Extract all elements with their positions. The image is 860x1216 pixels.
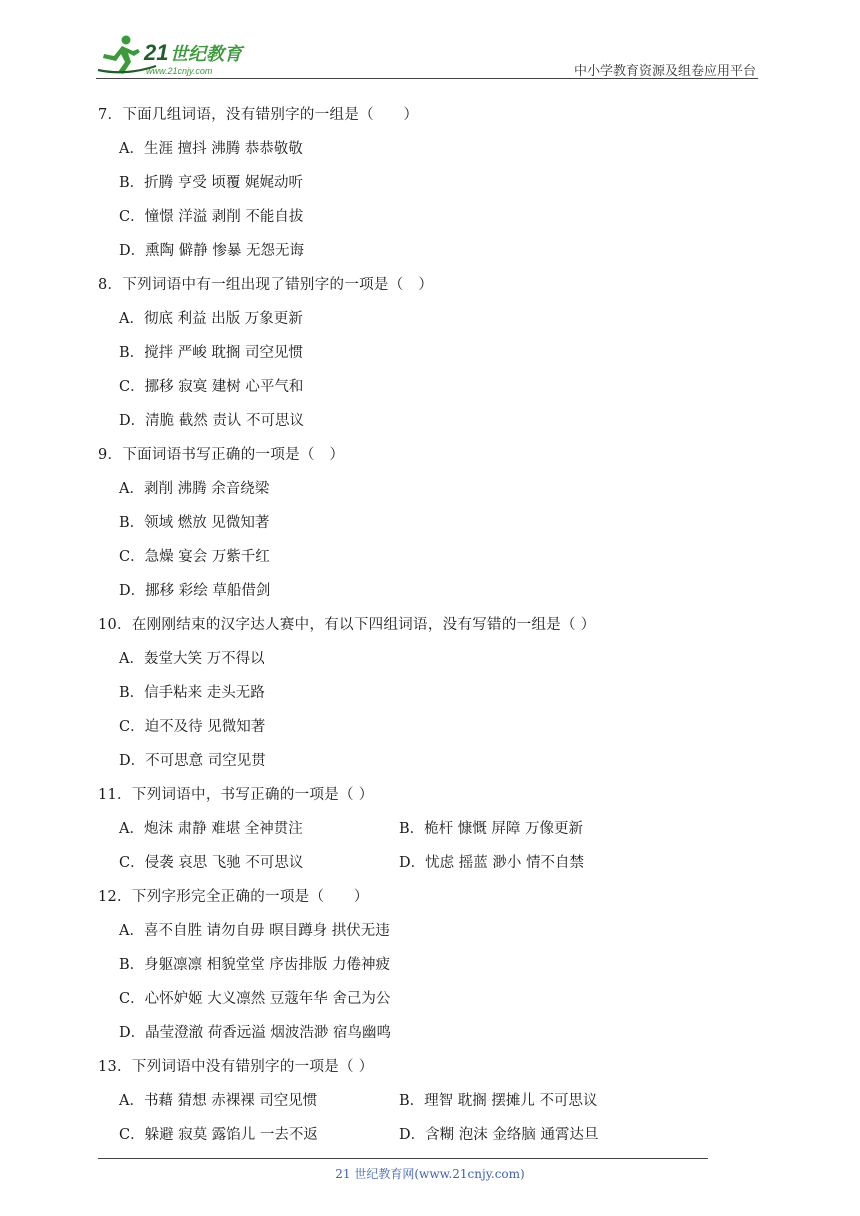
question-stem: 12．下列字形完全正确的一项是（ ） [98,889,369,905]
answer-option: A．书藉 猜想 赤裸裸 司空见惯 [119,1093,318,1109]
answer-option: A．轰堂大笑 万不得以 [119,651,265,667]
question-stem: 8．下列词语中有一组出现了错别字的一项是（ ） [98,277,434,293]
svg-text:www.21cnjy.com: www.21cnjy.com [146,66,213,76]
answer-option: B．信手粘来 走头无路 [119,685,265,701]
answer-option: D．晶莹澄澈 荷香远溢 烟波浩渺 宿鸟幽鸣 [119,1025,391,1041]
answer-option: A．炮沫 肃静 难堪 全神贯注 [119,821,303,837]
answer-option: D．挪移 彩绘 草船借剑 [119,583,271,599]
answer-option: B．领域 燃放 见微知著 [119,515,270,531]
answer-option: C．憧憬 洋溢 剥削 不能自拔 [119,209,304,225]
page-header [96,32,758,78]
answer-option: A．喜不自胜 请勿自毋 暝目蹲身 拱伏无违 [119,923,390,939]
footer-text: 21 世纪教育网(www.21cnjy.com) [335,1167,525,1181]
question-list [98,100,738,1154]
question-stem: 13．下列词语中没有错别字的一项是（ ） [98,1059,374,1075]
question-10 [98,610,738,780]
answer-option: D．含糊 泡沫 金络脑 通霄达旦 [399,1127,599,1143]
question-7 [98,100,738,270]
answer-option: D．不可思意 司空见贯 [119,753,266,769]
question-9 [98,440,738,610]
question-12 [98,882,738,1052]
answer-option: B．桅杆 慷慨 屏障 万像更新 [399,821,583,837]
platform-name: 中小学教育资源及组卷应用平台 [573,64,756,79]
answer-option: C．侵袭 哀思 飞驰 不可思议 [119,855,304,871]
answer-option: C．急燥 宴会 万紫千红 [119,549,270,565]
question-stem: 7．下面几组词语，没有错别字的一组是（ ） [98,107,419,123]
header-divider [96,78,758,79]
svg-text:世纪教育: 世纪教育 [170,44,242,65]
answer-option: A．生涯 擅抖 沸腾 恭恭敬敬 [119,141,303,157]
question-11 [98,780,738,882]
answer-option: D．熏陶 僻静 惨暴 无怨无诲 [119,243,304,259]
answer-option-row [98,1086,738,1120]
answer-option: C．挪移 寂寞 建树 心平气和 [119,379,304,395]
answer-option: D．清脆 截然 责认 不可思议 [119,413,304,429]
question-stem: 11．下列词语中，书写正确的一项是（ ） [98,787,374,803]
answer-option: D．忧虑 摇蓝 渺小 情不自禁 [399,855,584,871]
answer-option: C．躲避 寂莫 露馅儿 一去不返 [119,1127,318,1143]
answer-option-row [98,814,738,848]
answer-option: B．折腾 亨受 顷覆 娓娓动听 [119,175,303,191]
answer-option-row [98,848,738,882]
answer-option: B．身躯凛凛 相貌堂堂 序齿排版 力倦神疲 [119,957,390,973]
answer-option: C．迫不及待 见微知著 [119,719,266,735]
answer-option: A．剥削 沸腾 余音绕梁 [119,481,270,497]
answer-option: B．理智 耽搁 摆摊儿 不可思议 [399,1093,598,1109]
svg-text:21: 21 [144,40,169,65]
answer-option: B．搅拌 严峻 耽搁 司空见惯 [119,345,303,361]
answer-option: C．心怀妒姬 大义凛然 豆蔻年华 舍己为公 [119,991,391,1007]
question-8 [98,270,738,440]
question-stem: 10．在刚刚结束的汉字达人赛中，有以下四组词语，没有写错的一组是（ ） [98,617,596,633]
site-logo [96,32,266,78]
answer-option: A．彻底 利益 出版 万象更新 [119,311,303,327]
question-stem: 9．下面词语书写正确的一项是（ ） [98,447,345,463]
answer-option-row [98,1120,738,1154]
footer-divider [98,1158,708,1159]
question-13 [98,1052,738,1154]
